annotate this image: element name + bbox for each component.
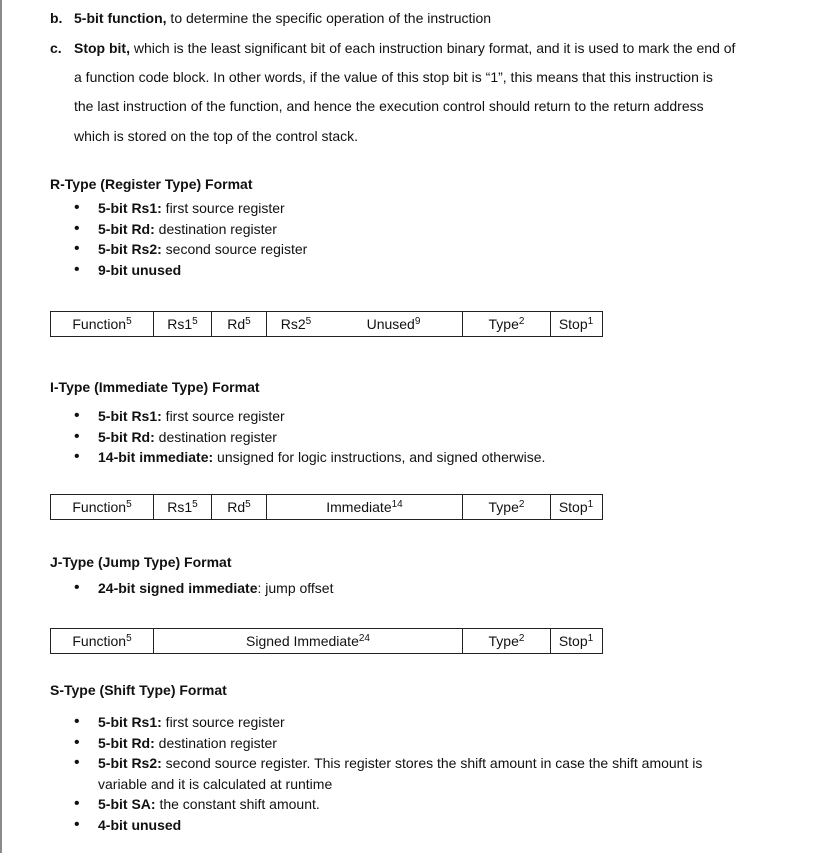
item-c-term: Stop bit, — [74, 40, 130, 56]
list-item — [74, 753, 702, 774]
bullet-term: 24-bit signed immediate — [98, 580, 258, 596]
field-bits: 5 — [126, 315, 132, 327]
field-bits: 2 — [518, 632, 525, 644]
bullet-term: 5-bit Rd: — [98, 734, 155, 751]
field-label: Function — [72, 316, 127, 332]
field-bits: 5 — [245, 498, 251, 510]
field-label: Rs1 — [167, 316, 193, 332]
bullet-term: 5-bit SA: — [98, 796, 156, 812]
field-label: Rd — [227, 316, 246, 332]
field-bits: 1 — [587, 632, 594, 644]
bullet-text: second source register. This register stores the shift amount in case the shift amount is — [161, 755, 703, 771]
field-stop — [551, 312, 601, 336]
item-c-line-1 — [74, 38, 735, 58]
field-type — [463, 629, 551, 653]
field-bits: 2 — [518, 498, 525, 510]
stype-heading: S-Type (Shift Type) Format — [50, 682, 227, 698]
field-label: Type — [488, 633, 519, 649]
list-item — [74, 815, 702, 836]
bullet-text: the constant shift amount. — [155, 796, 320, 812]
item-b-text — [74, 8, 491, 28]
field-label: Stop — [558, 316, 588, 332]
bullet-text: second source register — [161, 241, 308, 257]
bullet-text: destination register — [154, 734, 277, 751]
field-label: Function — [72, 499, 127, 515]
field-rs1 — [154, 495, 212, 519]
bullet-text: destination register — [154, 428, 277, 445]
field-rs2 — [267, 312, 325, 336]
field-rd — [212, 495, 267, 519]
field-function — [51, 312, 154, 336]
field-bits: 24 — [358, 632, 370, 644]
bullet-text: unsigned for logic instructions, and signed otherwise. — [213, 449, 546, 465]
field-type — [463, 495, 551, 519]
field-bits: 9 — [414, 315, 421, 327]
field-bits: 5 — [305, 315, 312, 327]
bullet-term: 5-bit Rs1: — [98, 408, 162, 424]
list-item — [74, 406, 545, 427]
item-b-term: 5-bit function, — [74, 10, 167, 26]
itype-heading: I-Type (Immediate Type) Format — [50, 379, 260, 395]
field-immediate — [267, 495, 463, 519]
field-label: Function — [72, 633, 127, 649]
list-item — [74, 794, 702, 815]
list-item — [74, 198, 307, 219]
rtype-bullets — [74, 198, 307, 280]
field-label: Signed Immediate — [246, 633, 359, 649]
field-function — [51, 629, 154, 653]
item-b-desc: to determine the specific operation of the instruction — [166, 10, 492, 26]
field-label: Type — [488, 316, 519, 332]
list-item-continuation — [74, 774, 702, 795]
field-label: Type — [488, 499, 519, 515]
field-bits: 1 — [587, 498, 594, 510]
bullet-text: first source register — [161, 714, 285, 730]
bullet-term: 14-bit immediate: — [98, 449, 214, 465]
jtype-format-diagram — [50, 628, 603, 654]
list-item — [74, 733, 702, 754]
field-function — [51, 495, 154, 519]
page-left-border — [0, 0, 2, 853]
bullet-term: 5-bit Rd: — [98, 428, 155, 445]
list-item — [74, 239, 307, 260]
item-c-marker: c. — [50, 40, 62, 56]
field-bits: 1 — [587, 315, 594, 327]
item-b-marker: b. — [50, 10, 63, 26]
field-label: Rs1 — [167, 499, 193, 515]
jtype-heading: J-Type (Jump Type) Format — [50, 554, 232, 570]
field-label: Stop — [558, 499, 588, 515]
rtype-heading: R-Type (Register Type) Format — [50, 176, 253, 192]
bullet-text: variable and it is calculated at runtime — [98, 775, 333, 792]
field-bits: 14 — [391, 498, 403, 510]
bullet-text: first source register — [161, 200, 285, 216]
field-label: Immediate — [326, 499, 392, 515]
field-unused — [325, 312, 463, 336]
field-stop — [551, 495, 601, 519]
field-bits: 5 — [126, 498, 132, 510]
field-bits: 5 — [126, 632, 132, 644]
field-stop — [551, 629, 601, 653]
field-signed-immediate — [154, 629, 463, 653]
item-c-line-1-text: which is the least significant bit of each instruction binary format, and it is used to mark the end of — [130, 40, 736, 56]
list-item — [74, 427, 545, 448]
field-rd — [212, 312, 267, 336]
itype-format-diagram — [50, 494, 603, 520]
bullet-text: destination register — [154, 220, 277, 237]
jtype-bullets — [74, 578, 334, 599]
itype-bullets — [74, 406, 545, 468]
rtype-format-diagram — [50, 311, 603, 337]
list-item — [74, 260, 307, 281]
bullet-term: 5-bit Rd: — [98, 220, 155, 237]
field-rs1 — [154, 312, 212, 336]
bullet-text: : jump offset — [257, 580, 334, 596]
item-c-line-3: the last instruction of the function, and hence the execution control should return to the return address — [74, 98, 704, 114]
field-type — [463, 312, 551, 336]
bullet-term: 4-bit unused — [98, 816, 182, 833]
field-bits: 2 — [518, 315, 525, 327]
bullet-term: 5-bit Rs2: — [98, 241, 162, 257]
field-label: Unused — [366, 316, 415, 332]
stype-bullets — [74, 712, 702, 835]
field-bits: 5 — [245, 315, 251, 327]
item-c-line-4: which is stored on the top of the control stack. — [74, 128, 359, 144]
field-label: Rd — [227, 499, 246, 515]
field-label: Rs2 — [280, 316, 306, 332]
bullet-term: 5-bit Rs1: — [98, 714, 162, 730]
bullet-term: 9-bit unused — [98, 261, 182, 278]
list-item — [74, 219, 307, 240]
field-label: Stop — [558, 633, 588, 649]
list-item — [74, 578, 334, 599]
list-item — [74, 447, 545, 468]
bullet-term: 5-bit Rs2: — [98, 755, 162, 771]
bullet-text: first source register — [161, 408, 285, 424]
item-c-line-2: a function code block. In other words, if the value of this stop bit is “1”, this means that this instruction is — [74, 69, 713, 85]
field-bits: 5 — [192, 315, 198, 327]
list-item — [74, 712, 702, 733]
field-bits: 5 — [192, 498, 198, 510]
bullet-term: 5-bit Rs1: — [98, 200, 162, 216]
